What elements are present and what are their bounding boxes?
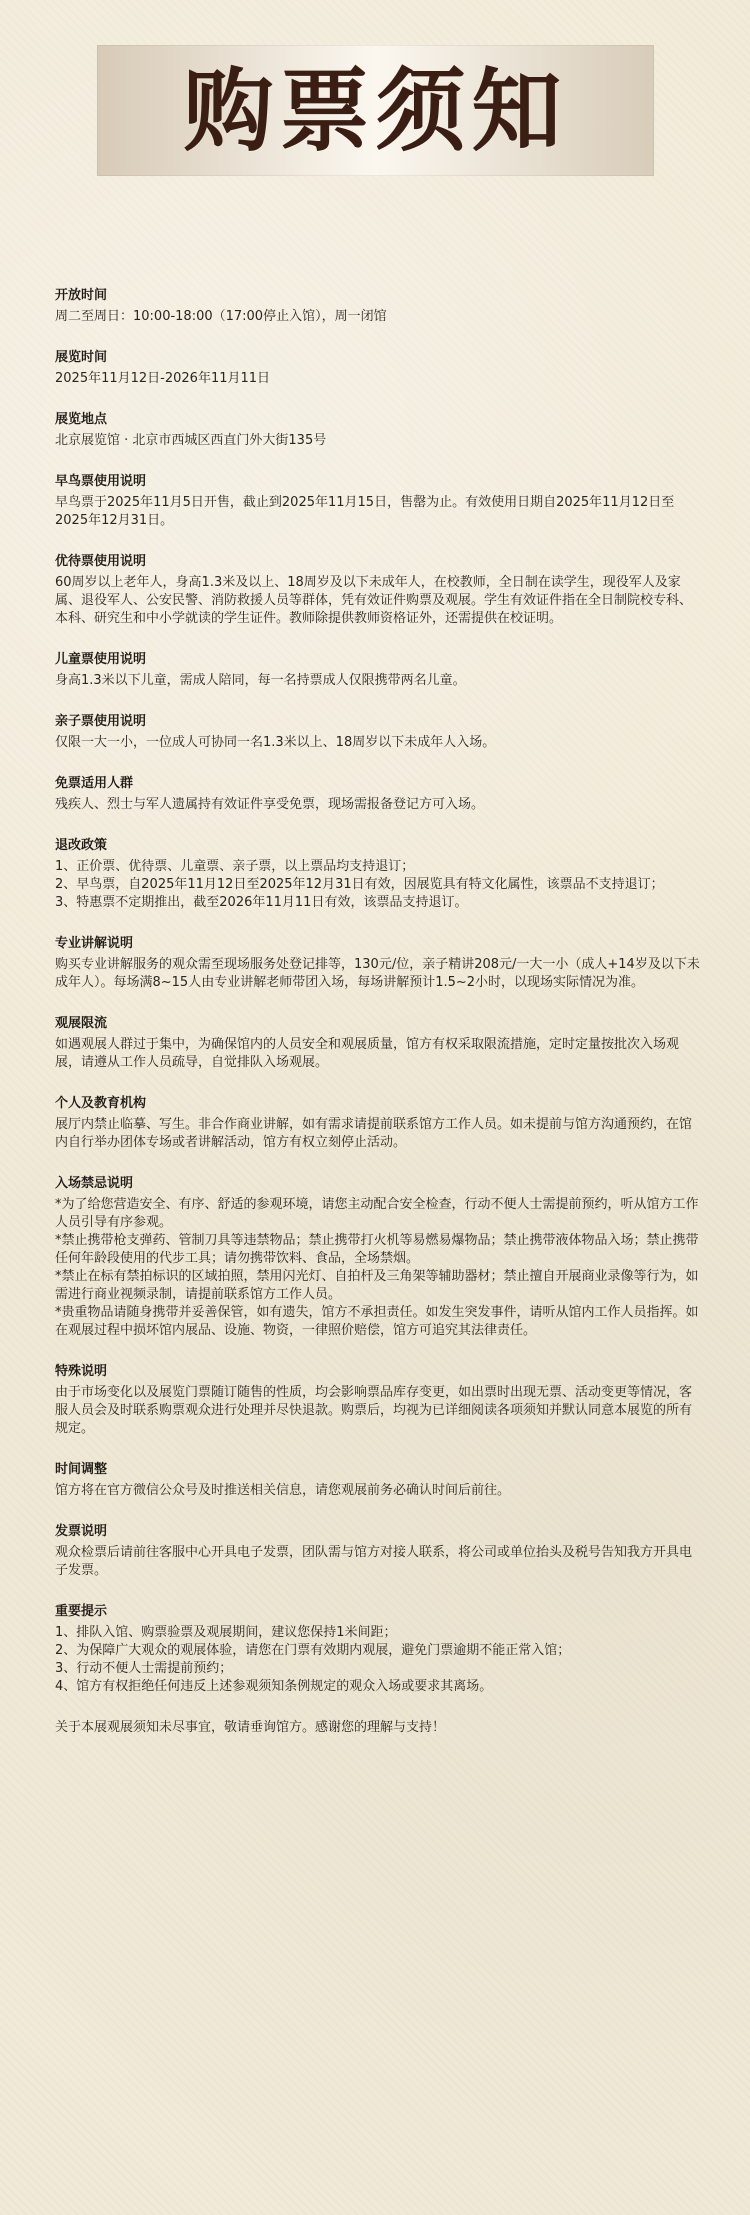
- section-title: 发票说明: [55, 1524, 108, 1539]
- section-line: 早鸟票于2025年11月5日开售，截止到2025年11月15日，售罄为止。有效使用日期自2025年11月12日至2025年12月31日。: [55, 495, 675, 528]
- section-line: 2、早鸟票，自2025年11月12日至2025年12月31日有效，因展览具有特文化属性，该票品不支持退订；: [55, 877, 664, 892]
- hero-title: 购票须知: [183, 57, 568, 164]
- section-line: *禁止在标有禁拍标识的区域拍照，禁用闪光灯、自拍杆及三角架等辅助器材；禁止擅自开展商业录像等行为，如需进行商业视频录制，请提前联系馆方工作人员。: [55, 1269, 699, 1302]
- section-title: 儿童票使用说明: [55, 652, 147, 667]
- section-title: 免票适用人群: [55, 776, 134, 791]
- section-title: 退改政策: [55, 838, 108, 853]
- section-line: 1、排队入馆、购票验票及观展期间，建议您保持1米间距；: [55, 1625, 397, 1640]
- important-tips-section: [55, 1603, 703, 1696]
- entry-restrictions-section: [55, 1175, 703, 1340]
- section-title: 专业讲解说明: [55, 936, 134, 951]
- section-title: 亲子票使用说明: [55, 714, 147, 729]
- section-line: *贵重物品请随身携带并妥善保管，如有遗失，馆方不承担责任。如发生突发事件，请听从馆内工作人员指挥。如在观展过程中损坏馆内展品、设施、物资，一律照价赔偿，馆方可追究其法律责任。: [55, 1305, 699, 1338]
- section-line: 仅限一大一小，一位成人可协同一名1.3米以上、18周岁以下未成年人入场。: [55, 735, 496, 750]
- section-line: 3、特惠票不定期推出，截至2026年11月11日有效，该票品支持退订。: [55, 895, 468, 910]
- section-title: 时间调整: [55, 1462, 108, 1477]
- opening-hours-section: [55, 287, 703, 326]
- early-bird-section: [55, 473, 703, 530]
- section-title: 特殊说明: [55, 1364, 108, 1379]
- invoice-section: [55, 1523, 703, 1580]
- section-line: 60周岁以上老年人，身高1.3米及以上、18周岁及以下未成年人，在校教师，全日制在读学生，现役军人及家属、退役军人、公安民警、消防救援人员等群体，凭有效证件购票及观展。学生有效证件指在全日制院校专科、本科、研究生和中小学就读的学生证件。教师除提供教师资格证外，还需提供在校证明。: [55, 575, 693, 626]
- section-title: 优待票使用说明: [55, 554, 147, 569]
- section-line: 身高1.3米以下儿童，需成人陪同，每一名持票成人仅限携带两名儿童。: [55, 673, 466, 688]
- section-line: 观众检票后请前往客服中心开具电子发票，团队需与馆方对接人联系，将公司或单位抬头及税号告知我方开具电子发票。: [55, 1545, 693, 1578]
- discount-ticket-section: [55, 553, 703, 628]
- section-line: 如遇观展人群过于集中，为确保馆内的人员安全和观展质量，馆方有权采取限流措施，定时定量按批次入场观展，请遵从工作人员疏导，自觉排队入场观展。: [55, 1037, 680, 1070]
- section-line: 北京展览馆 · 北京市西城区西直门外大街135号: [55, 433, 327, 448]
- section-line: 4、馆方有权拒绝任何违反上述参观须知条例规定的观众入场或要求其离场。: [55, 1679, 493, 1694]
- exhibition-location-section: [55, 411, 703, 450]
- individual-education-section: [55, 1095, 703, 1152]
- section-line: 馆方将在官方微信公众号及时推送相关信息，请您观展前务必确认时间后前往。: [55, 1483, 511, 1498]
- section-title: 展览时间: [55, 350, 108, 365]
- section-line: 周二至周日：10:00-18:00（17:00停止入馆），周一闭馆: [55, 309, 387, 324]
- hero-banner: [97, 45, 654, 176]
- section-title: 重要提示: [55, 1604, 108, 1619]
- section-line: 2025年11月12日-2026年11月11日: [55, 371, 271, 386]
- refund-policy-section: [55, 837, 703, 912]
- section-line: 由于市场变化以及展览门票随订随售的性质，均会影响票品库存变更，如出票时出现无票、活动变更等情况，客服人员会及时联系购票观众进行处理并尽快退款。购票后，均视为已详细阅读各项须知并默认同意本展览的所有规定。: [55, 1385, 693, 1436]
- section-line: 购买专业讲解服务的观众需至现场服务处登记排等，130元/位，亲子精讲208元/一大一小（成人+14岁及以下未成年人）。每场满8~15人由专业讲解老师带团入场，每场讲解预计1.5~2小时，以现场实际情况为准。: [55, 957, 700, 990]
- section-title: 入场禁忌说明: [55, 1176, 134, 1191]
- guided-tour-section: [55, 935, 703, 992]
- family-ticket-section: [55, 713, 703, 752]
- section-title: 展览地点: [55, 412, 108, 427]
- free-ticket-section: [55, 775, 703, 814]
- special-notes-section: [55, 1363, 703, 1438]
- section-line: 1、正价票、优待票、儿童票、亲子票，以上票品均支持退订；: [55, 859, 415, 874]
- section-line: 2、为保障广大观众的观展体验，请您在门票有效期内观展，避免门票逾期不能正常入馆；: [55, 1643, 571, 1658]
- exhibition-time-section: [55, 349, 703, 388]
- section-title: 观展限流: [55, 1016, 108, 1031]
- notice-content: [55, 287, 703, 1737]
- crowd-control-section: [55, 1015, 703, 1072]
- section-line: 3、行动不便人士需提前预约；: [55, 1661, 233, 1676]
- section-line: *为了给您营造安全、有序、舒适的参观环境，请您主动配合安全检查，行动不便人士需提前预约，听从馆方工作人员引导有序参观。: [55, 1197, 699, 1230]
- closing-note: 关于本展观展须知未尽事宜，敬请垂询馆方。感谢您的理解与支持！: [55, 1720, 446, 1735]
- time-adjustment-section: [55, 1461, 703, 1500]
- section-title: 开放时间: [55, 288, 108, 303]
- child-ticket-section: [55, 651, 703, 690]
- section-title: 个人及教育机构: [55, 1096, 147, 1111]
- section-line: *禁止携带枪支弹药、管制刀具等违禁物品；禁止携带打火机等易燃易爆物品；禁止携带液体物品入场；禁止携带任何年龄段使用的代步工具；请勿携带饮料、食品，全场禁烟。: [55, 1233, 699, 1266]
- section-line: 展厅内禁止临摹、写生。非合作商业讲解，如有需求请提前联系馆方工作人员。如未提前与馆方沟通预约，在馆内自行举办团体专场或者讲解活动，馆方有权立刻停止活动。: [55, 1117, 693, 1150]
- section-title: 早鸟票使用说明: [55, 474, 147, 489]
- section-line: 残疾人、烈士与军人遗属持有效证件享受免票，现场需报备登记方可入场。: [55, 797, 485, 812]
